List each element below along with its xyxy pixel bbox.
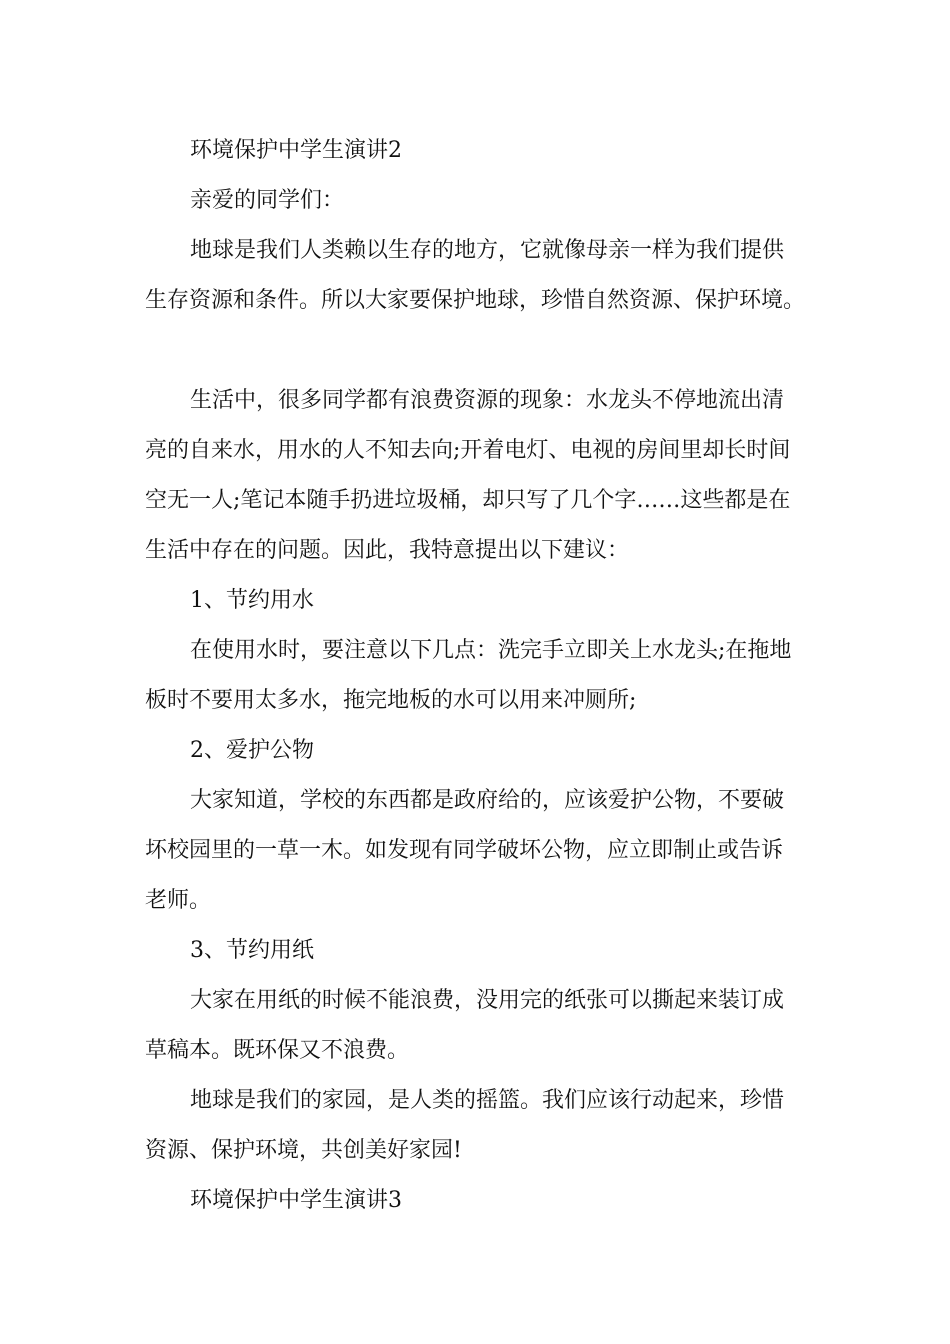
paragraph-line: 大家在用纸的时候不能浪费，没用完的纸张可以撕起来装订成	[190, 988, 785, 1013]
paragraph-line: 在使用水时，要注意以下几点：洗完手立即关上水龙头;在拖地	[190, 638, 792, 663]
list-item-title: 3、节约用纸	[190, 938, 314, 963]
list-item-title: 1、节约用水	[190, 588, 314, 613]
paragraph-line: 亮的自来水，用水的人不知去向;开着电灯、电视的房间里却长时间	[145, 438, 791, 463]
paragraph-line: 老师。	[145, 888, 212, 913]
section-heading-2: 环境保护中学生演讲2	[190, 138, 402, 163]
paragraph-line: 大家知道，学校的东西都是政府给的，应该爱护公物，不要破	[190, 788, 785, 813]
paragraph-line: 地球是我们的家园，是人类的摇篮。我们应该行动起来，珍惜	[190, 1088, 785, 1113]
list-item-title: 2、爱护公物	[190, 738, 314, 763]
paragraph-line: 生活中存在的问题。因此，我特意提出以下建议：	[145, 538, 630, 563]
paragraph-line: 空无一人;笔记本随手扔进垃圾桶，却只写了几个字……这些都是在	[145, 488, 791, 513]
paragraph-line: 生活中，很多同学都有浪费资源的现象：水龙头不停地流出清	[190, 388, 785, 413]
paragraph-line: 生存资源和条件。所以大家要保护地球，珍惜自然资源、保护环境。	[145, 288, 806, 313]
paragraph-line: 草稿本。既环保又不浪费。	[145, 1038, 410, 1063]
paragraph-line: 板时不要用太多水，拖完地板的水可以用来冲厕所;	[145, 688, 637, 713]
paragraph-line: 坏校园里的一草一木。如发现有同学破坏公物，应立即制止或告诉	[145, 838, 784, 863]
section-heading-3: 环境保护中学生演讲3	[190, 1188, 402, 1213]
salutation: 亲爱的同学们：	[190, 188, 345, 213]
paragraph-line: 地球是我们人类赖以生存的地方，它就像母亲一样为我们提供	[190, 238, 785, 263]
paragraph-line: 资源、保护环境，共创美好家园!	[145, 1138, 462, 1163]
